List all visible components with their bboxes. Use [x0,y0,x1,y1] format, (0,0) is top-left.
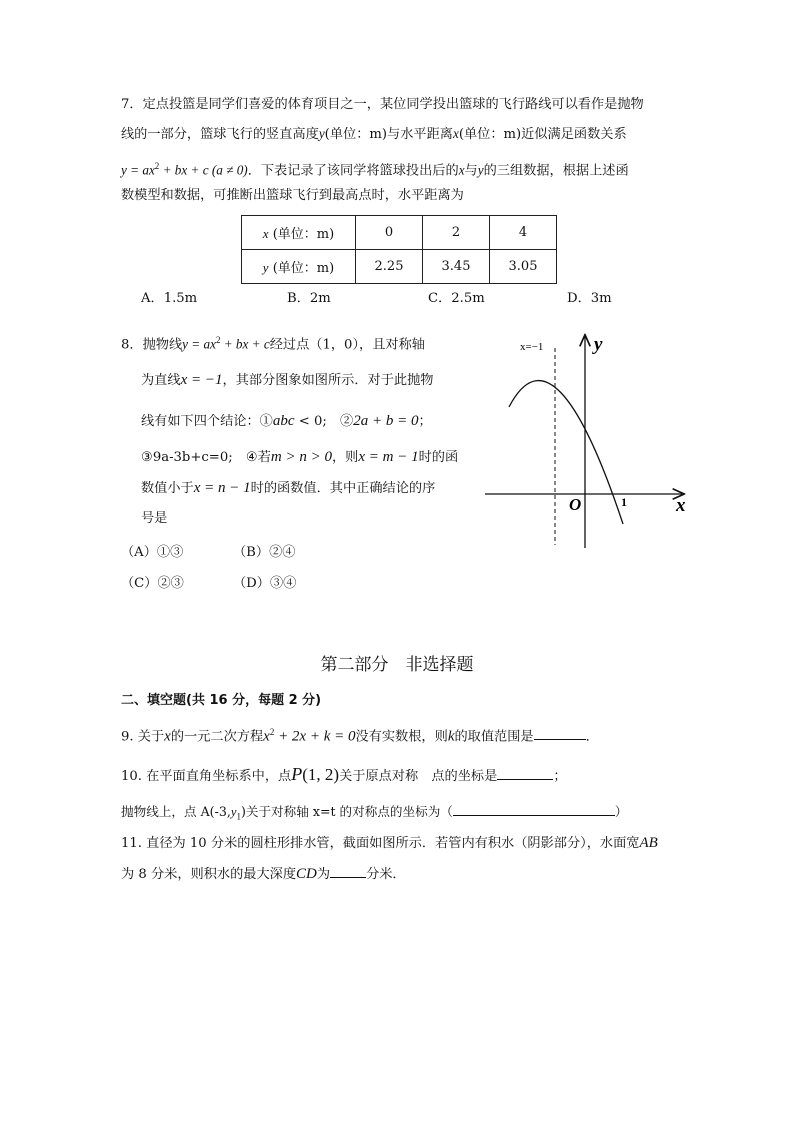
table-cell: 3.05 [490,250,557,284]
q8-line-4 [141,447,458,468]
q8-condition: m > n > 0 [270,449,332,465]
section-heading: 二、填空题(共 16 分，每题 2 分) [121,693,322,708]
q7-option-c[interactable]: C．2.5m [428,291,485,306]
q8-option-c[interactable]: （C）②③ [121,576,184,591]
q9-text-g: 没有实数根，则 [355,729,448,745]
q8-line-5 [141,478,435,499]
q10-text-e: ； [553,769,567,784]
q9-var-k: k [447,728,455,745]
q9-text-a: 9. 关于 [121,729,165,745]
q7-var-y: y [318,126,325,141]
q8-option-d[interactable]: （D）③④ [233,576,297,591]
q10-line-2-text-e: ） [614,804,628,819]
q9-text-i: 的取值范围是 [454,729,534,745]
q7-line-1: 7．定点投篮是同学们喜爱的体育项目之一，某位同学投出篮球的飞行路线可以看作是抛物 [121,97,644,112]
q9-text-j: ． [585,729,599,745]
table-header-cell [242,216,356,250]
tick-label-1: 1 [621,495,627,509]
q8-line-4-text-c: ，则 [331,450,359,465]
q8-option-b[interactable]: （B）②④ [233,545,296,560]
q7-line-3-text-d: ．下表记录了该同学将篮球投出后的 [247,163,459,179]
y-axis-label: y [594,334,603,355]
q7-option-a[interactable]: A．1.5m [141,291,198,306]
table-var: y [262,260,269,275]
q8-option-a[interactable]: （A）①③ [121,545,184,560]
part-2-title: 第二部分 非选择题 [320,655,474,675]
table-unit: (单位：m) [272,227,335,242]
q9-answer-blank[interactable] [534,725,586,740]
q10-line-2-text-d: )关于对称轴 x=t 的对称点的坐标为（ [240,804,453,819]
q9-line [121,722,599,747]
q7-line-2-text-c: (单位：m)与水平距离 [324,127,453,142]
table-cell: 2 [423,216,490,250]
q8-line-5-text-c: 时的函数值．其中正确结论的序 [250,481,436,496]
q7-line-3 [121,156,629,181]
q7-data-table [241,215,557,284]
q10-text-d: 关于原点对称 点的坐标是 [339,769,498,784]
q8-conclusion-1: abc [272,413,295,429]
x-axis-label: x [676,495,686,516]
q10-point-coords: (1, 2) [302,765,340,784]
q8-function-exp: 2 [215,335,221,345]
q8-parabola-graph [480,330,690,555]
q8-line-2-text-a: 为直线 [141,373,181,388]
q8-conclusion-2: 2a + b = 0 [353,413,419,429]
q11-answer-blank[interactable] [330,863,366,878]
q8-line-2-text-c: ，其部分图象如图所示．对于此抛物 [222,373,434,388]
q8-line-3-text-c: < 0; ② [294,414,354,429]
q8-line-3-text-a: 线有如下四个结论：① [141,414,273,429]
q11-text-2c: 为 [316,867,331,882]
q10-answer-blank-2[interactable] [453,801,615,816]
q8-line-3-text-e: ； [418,414,432,429]
q7-function-rest: + bx + c (a ≠ 0) [159,162,248,178]
table-cell: 0 [356,216,423,250]
q7-line-3-text-h: 的三组数据，根据上述函 [483,163,629,179]
q11-var-cd: CD [296,866,317,882]
q10-var-y-sub: 1 [236,811,241,822]
q7-option-d[interactable]: D．3m [567,291,612,306]
q10-line-2 [121,801,628,827]
table-header-cell [242,250,356,284]
q7-line-2-text-a: 线的一部分，篮球飞行的竖直高度 [121,127,319,142]
q8-function-a: y = ax [182,336,216,352]
q9-var-x: x [164,728,171,745]
q8-line-3 [141,411,432,432]
q8-line-6: 号是 [141,511,168,526]
q8-line-5-text-a: 数值小于 [141,481,194,496]
q10-line-1 [121,764,567,787]
q8-x-n: x = n − 1 [193,480,251,496]
q10-answer-blank-1[interactable] [497,765,553,780]
table-unit: (单位：m) [272,261,335,276]
q8-x-m: x = m − 1 [358,449,419,465]
q8-line-1-text-e: 经过点（1，0），且对称轴 [269,337,425,353]
origin-label: O [569,495,582,514]
q7-line-3-text-f: 与 [464,163,478,179]
table-row [242,216,557,250]
q7-line-2 [121,124,627,145]
q11-line-2 [121,863,406,885]
q7-function-a: y = ax [121,162,155,178]
q9-eq-rest: + 2x + k = 0 [274,728,356,745]
symmetry-axis-label: x=−1 [520,341,544,353]
q8-line-1 [121,330,425,355]
table-var: x [262,226,269,241]
q9-eq-exp: 2 [269,727,275,737]
q7-var-x: x [452,126,459,141]
q11-text-a: 11. 直径为 10 分米的圆柱形排水管，截面如图所示．若管内有积水（阴影部分），水面宽 [121,836,640,851]
q7-option-b[interactable]: B．2m [287,291,331,306]
q8-axis-eq: x = −1 [180,372,223,388]
q10-var-y: y [230,805,237,819]
q8-line-4-text-e: 时的函 [418,450,459,465]
table-cell: 4 [490,216,557,250]
q10-line-2-text-a: 抛物线上，点 A(-3, [121,804,231,819]
table-row [242,250,557,284]
q7-function-exp: 2 [154,161,160,171]
q8-line-1-text-a: 8．抛物线 [121,337,183,353]
table-cell: 3.45 [423,250,490,284]
q10-point-p: P [291,764,303,784]
parabola-curve [509,381,623,524]
q7-line-2-text-e: (单位：m)近似满足函数关系 [458,127,627,142]
q11-text-2a: 为 8 分米，则积水的最大深度 [121,867,297,882]
q7-line-3-var-x: x [458,162,465,178]
q7-line-3-var-y: y [477,162,484,178]
q8-function-rest: + bx + c [220,336,270,352]
q11-line-1 [121,833,658,854]
q10-text-a: 10. 在平面直角坐标系中，点 [121,769,292,784]
table-cell: 2.25 [356,250,423,284]
q11-var-ab: AB [639,835,658,851]
q9-eq-x: x [263,728,270,745]
q8-line-4-text-a: ③9a-3b+c=0; ④若 [141,450,271,465]
q7-line-4: 数模型和数据，可推断出篮球飞行到最高点时，水平距离为 [121,188,464,203]
q11-text-2d: 分米． [366,867,406,882]
q9-text-c: 的一元二次方程 [170,729,264,745]
q8-line-2 [141,370,433,391]
